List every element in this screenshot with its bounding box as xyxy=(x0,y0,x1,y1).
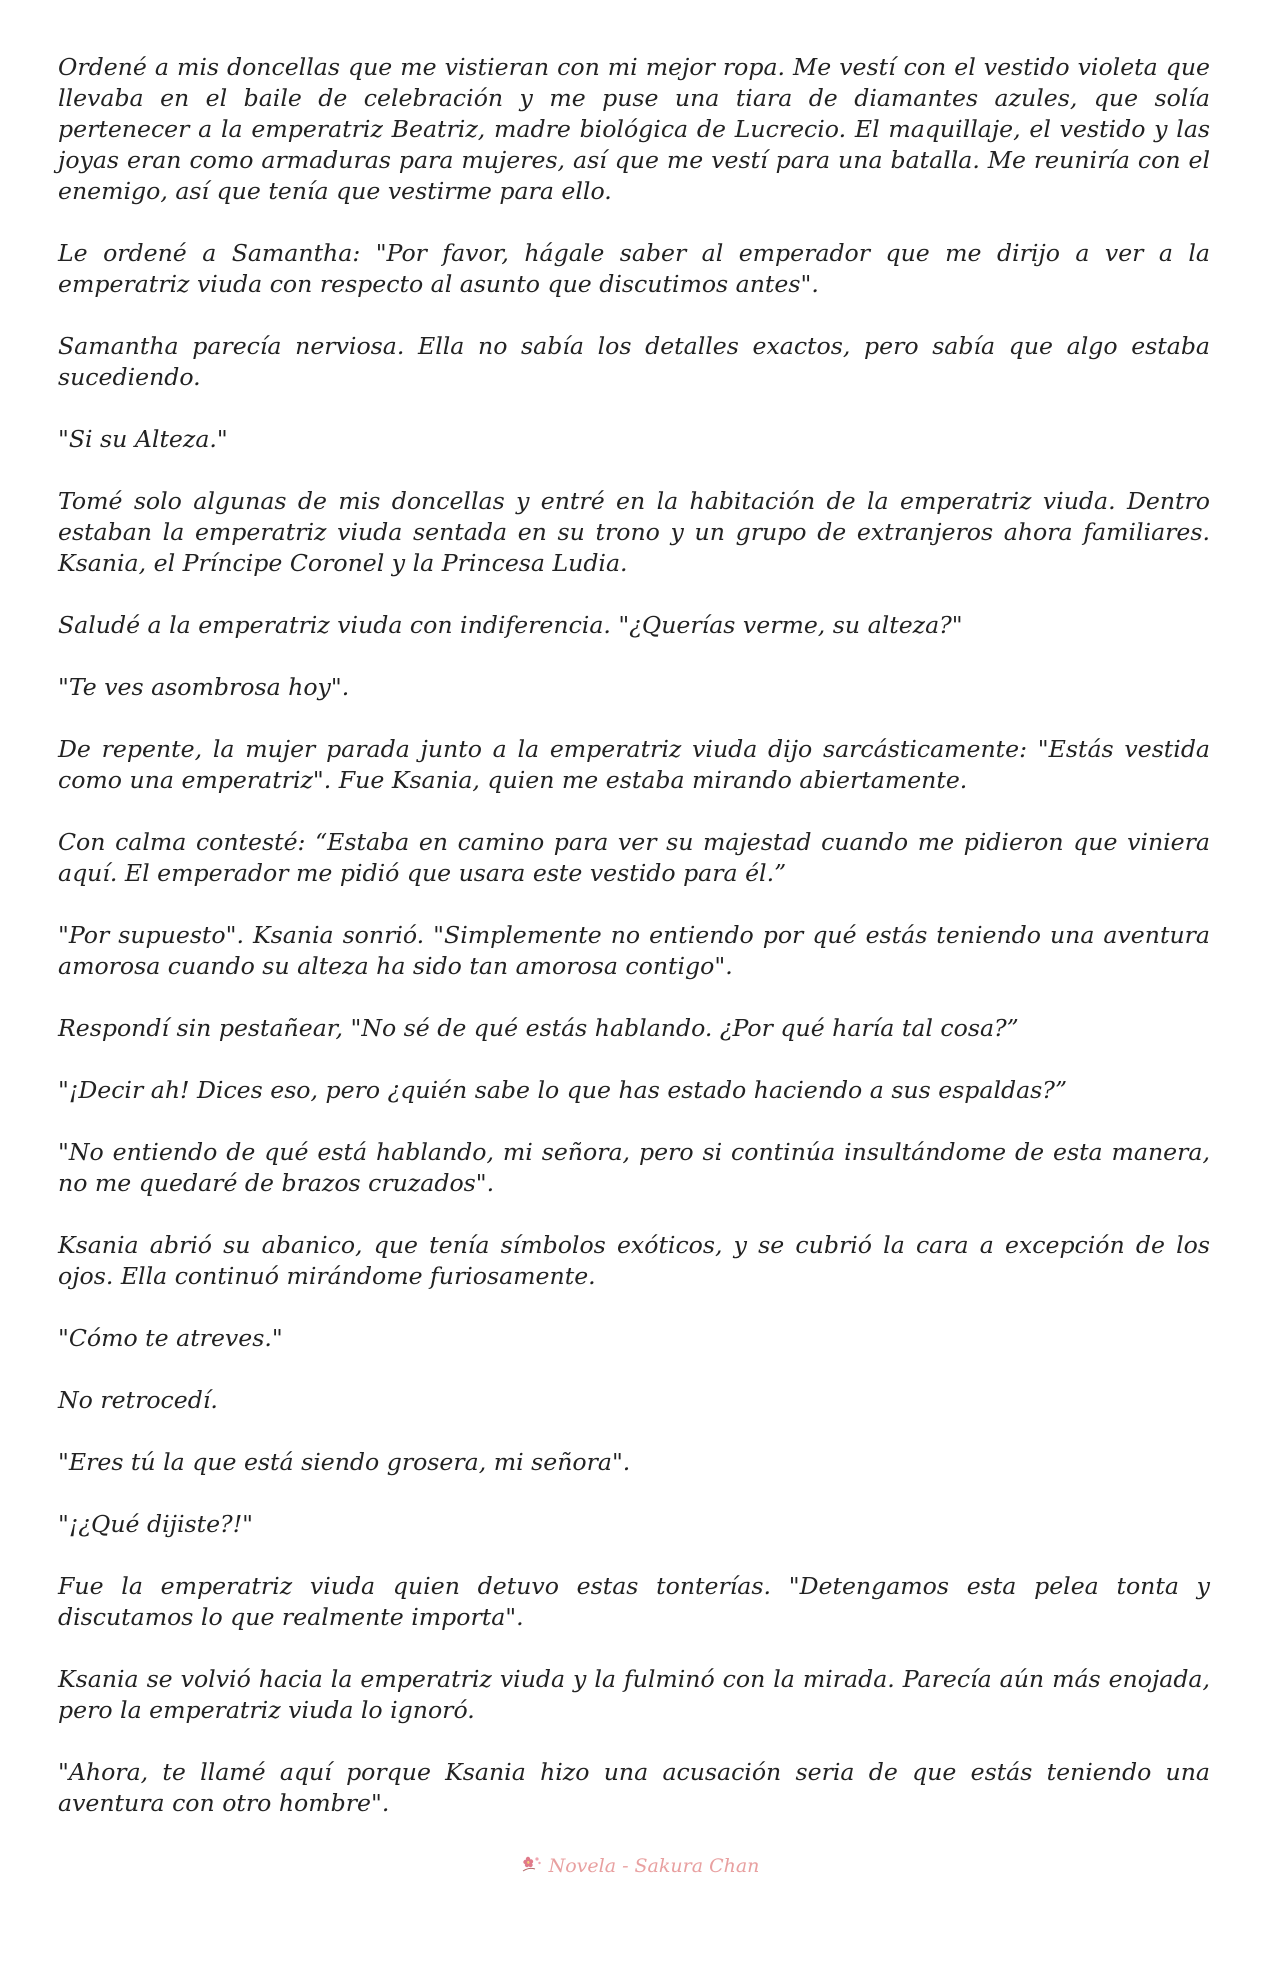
paragraph-19: Fue la emperatriz viuda quien detuvo estas tonterías. "Detengamos esta pelea tonta y discutamos lo que realmente importa". xyxy=(58,1572,1210,1631)
paragraph-18: "¡¿Qué dijiste?!" xyxy=(58,1510,254,1538)
paragraph-10: "Por supuesto". Ksania sonrió. "Simplemente no entiendo por qué estás teniendo una aventura amorosa cuando su alteza ha sido tan amorosa contigo". xyxy=(58,921,1210,980)
document-body xyxy=(58,52,1210,1850)
paragraph-14: Ksania abrió su abanico, que tenía símbolos exóticos, y se cubrió la cara a excepción de los ojos. Ella continuó mirándome furiosamente. xyxy=(58,1231,1210,1290)
paragraph-15: "Cómo te atreves." xyxy=(58,1324,283,1352)
paragraph-8: De repente, la mujer parada junto a la emperatriz viuda dijo sarcásticamente: "Estás vestida como una emperatriz". Fue Ksania, quien me estaba mirando abiertamente. xyxy=(58,735,1210,794)
paragraph-21: "Ahora, te llamé aquí porque Ksania hizo una acusación seria de que estás teniendo una aventura con otro hombre". xyxy=(58,1758,1210,1817)
paragraph-12: "¡Decir ah! Dices eso, pero ¿quién sabe lo que has estado haciendo a sus espaldas?” xyxy=(58,1076,1068,1104)
paragraph-17: "Eres tú la que está siendo grosera, mi señora". xyxy=(58,1448,631,1476)
paragraph-9: Con calma contesté: “Estaba en camino para ver su majestad cuando me pidieron que viniera aquí. El emperador me pidió que usara este vestido para él.” xyxy=(58,828,1210,887)
paragraph-13: "No entiendo de qué está hablando, mi señora, pero si continúa insultándome de esta manera, no me quedaré de brazos cruzados". xyxy=(58,1138,1210,1197)
paragraph-7: "Te ves asombrosa hoy". xyxy=(58,673,350,701)
paragraph-20: Ksania se volvió hacia la emperatriz viuda y la fulminó con la mirada. Parecía aún más enojada, pero la emperatriz viuda lo ignoró. xyxy=(58,1665,1210,1724)
paragraph-16: No retrocedí. xyxy=(58,1386,218,1414)
paragraph-4: "Si su Alteza." xyxy=(58,425,228,453)
footer-label: Novela - Sakura Chan xyxy=(548,1855,760,1877)
paragraph-3: Samantha parecía nerviosa. Ella no sabía los detalles exactos, pero sabía que algo estaba sucediendo. xyxy=(58,332,1210,391)
paragraph-6: Saludé a la emperatriz viuda con indiferencia. "¿Querías verme, su alteza?" xyxy=(58,611,963,639)
paragraph-5: Tomé solo algunas de mis doncellas y entré en la habitación de la emperatriz viuda. Dentro estaban la emperatriz viuda sentada en su trono y un grupo de extranjeros ahora familiares. Ksania, el Príncipe Coronel y la Princesa Ludia. xyxy=(58,487,1210,577)
paragraph-11: Respondí sin pestañear, "No sé de qué estás hablando. ¿Por qué haría tal cosa?” xyxy=(58,1014,1019,1042)
paragraph-1: Ordené a mis doncellas que me vistieran con mi mejor ropa. Me vestí con el vestido violeta que llevaba en el baile de celebración y me puse una tiara de diamantes azules, que solía pertenecer a la emperatriz Beatriz, madre biológica de Lucrecio. El maquillaje, el vestido y las joyas eran como armaduras para mujeres, así que me vestí para una batalla. Me reuniría con el enemigo, así que tenía que vestirme para ello. xyxy=(58,53,1210,205)
footer-watermark xyxy=(0,1855,1280,1877)
paragraph-2: Le ordené a Samantha: "Por favor, hágale saber al emperador que me dirijo a ver a la emperatriz viuda con respecto al asunto que discutimos antes". xyxy=(58,239,1210,298)
sakura-flower-icon xyxy=(521,1855,543,1873)
